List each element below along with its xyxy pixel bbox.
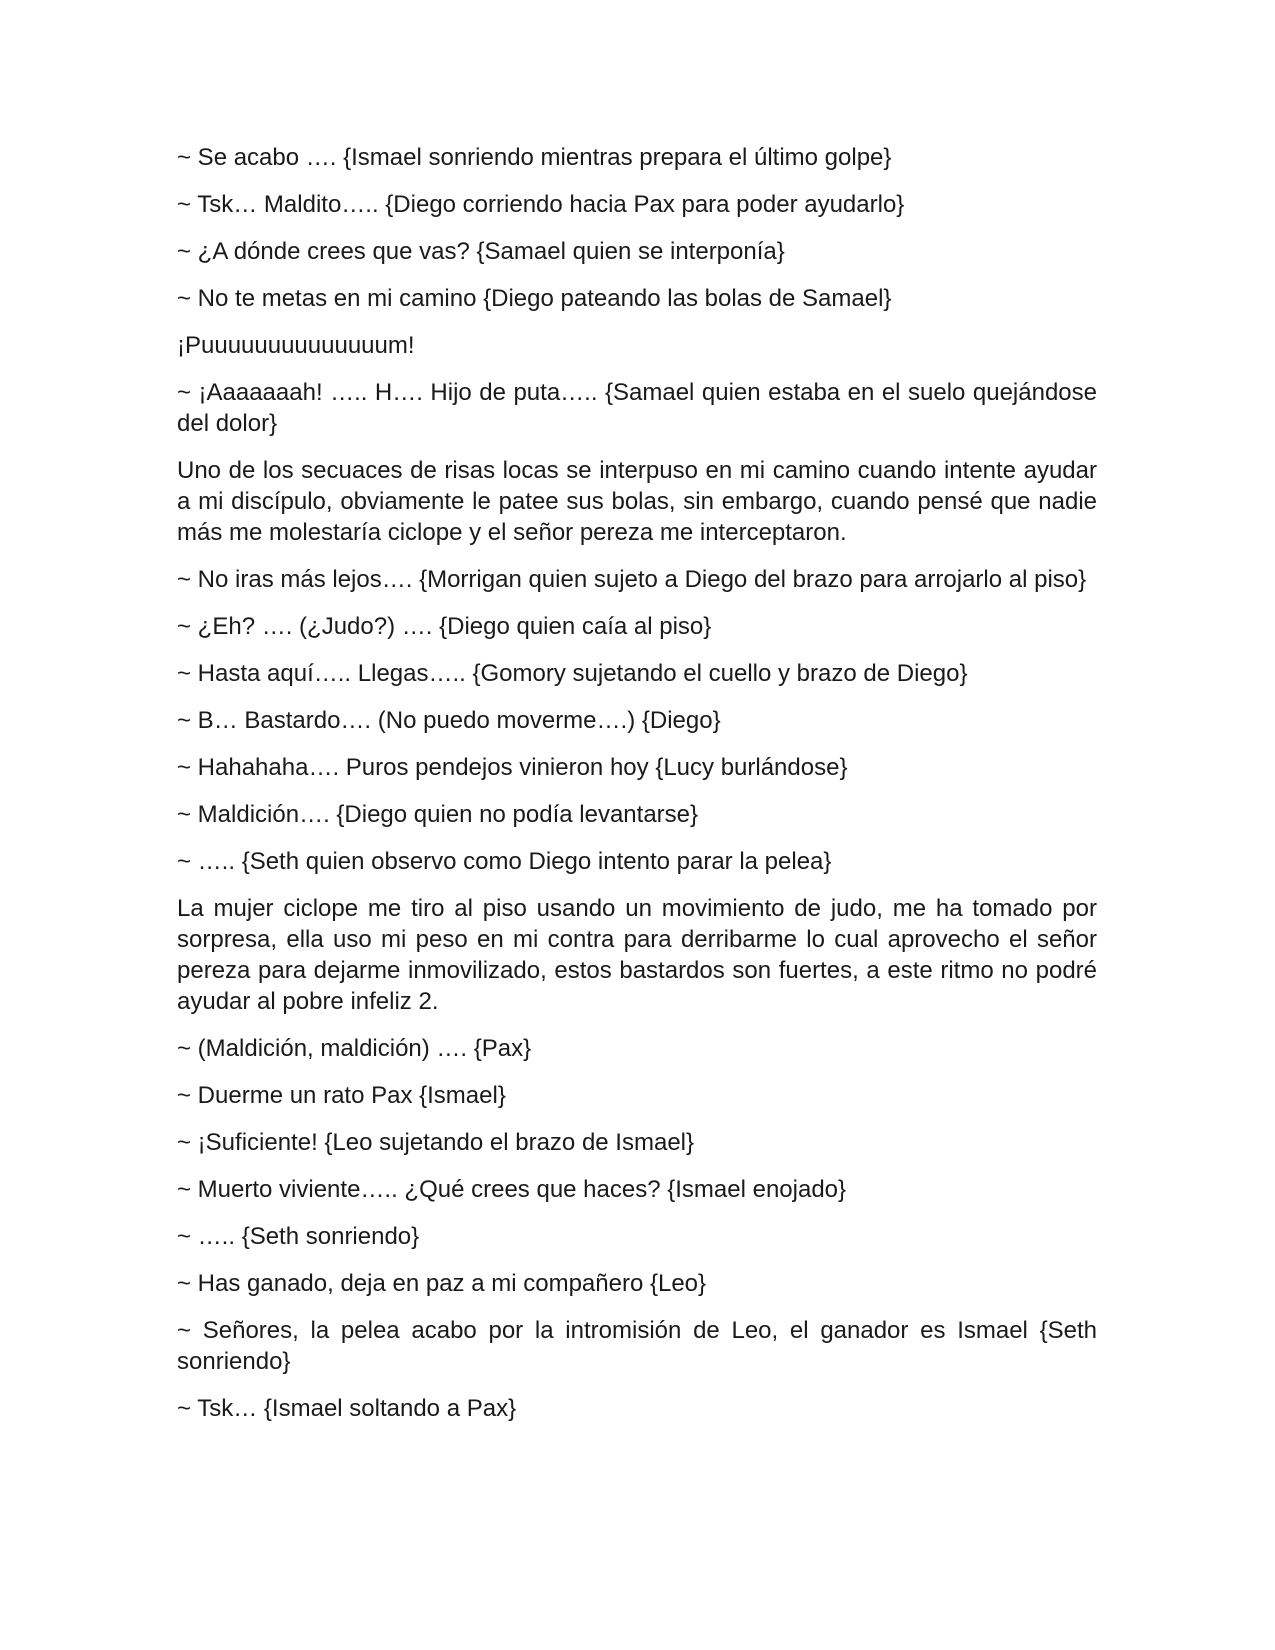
dialogue-line: ~ Maldición…. {Diego quien no podía levantarse} [177, 801, 699, 828]
dialogue-line: ~ Tsk… Maldito….. {Diego corriendo hacia Pax para poder ayudarlo} [177, 191, 905, 218]
dialogue-line: ~ Duerme un rato Pax {Ismael} [177, 1082, 506, 1109]
dialogue-line: ~ B… Bastardo…. (No puedo moverme….) {Diego} [177, 707, 721, 734]
document-page [177, 142, 1097, 1440]
narration-paragraph: Uno de los secuaces de risas locas se interpuso en mi camino cuando intente ayudar a mi discípulo, obviamente le patee sus bolas, sin embargo, cuando pensé que nadie más me molestaría ciclope y el señor pereza me interceptaron. [177, 457, 1097, 546]
dialogue-line: ~ No iras más lejos…. {Morrigan quien sujeto a Diego del brazo para arrojarlo al piso} [177, 566, 1087, 593]
dialogue-line: ~ No te metas en mi camino {Diego pateando las bolas de Samael} [177, 285, 892, 312]
dialogue-line: ~ ¡Aaaaaaah! ….. H…. Hijo de puta….. {Samael quien estaba en el suelo quejándose del dolor} [177, 379, 1097, 437]
dialogue-line: ~ ….. {Seth quien observo como Diego intento parar la pelea} [177, 848, 832, 875]
dialogue-line: ~ Hahahaha…. Puros pendejos vinieron hoy {Lucy burlándose} [177, 754, 848, 781]
dialogue-line: ~ Tsk… {Ismael soltando a Pax} [177, 1395, 517, 1422]
dialogue-line: ~ ¿A dónde crees que vas? {Samael quien se interponía} [177, 238, 785, 265]
dialogue-line: ~ ….. {Seth sonriendo} [177, 1223, 420, 1250]
dialogue-line: ~ ¡Suficiente! {Leo sujetando el brazo de Ismael} [177, 1129, 695, 1156]
dialogue-line: ~ (Maldición, maldición) …. {Pax} [177, 1035, 532, 1062]
sound-effect-line: ¡Puuuuuuuuuuuuuum! [177, 332, 415, 359]
dialogue-line: ~ Has ganado, deja en paz a mi compañero {Leo} [177, 1270, 707, 1297]
dialogue-line: ~ Muerto viviente….. ¿Qué crees que haces? {Ismael enojado} [177, 1176, 847, 1203]
dialogue-line: ~ ¿Eh? …. (¿Judo?) …. {Diego quien caía al piso} [177, 613, 712, 640]
dialogue-line: ~ Señores, la pelea acabo por la intromisión de Leo, el ganador es Ismael {Seth sonriendo} [177, 1317, 1097, 1375]
dialogue-line: ~ Se acabo …. {Ismael sonriendo mientras prepara el último golpe} [177, 144, 892, 171]
narration-paragraph: La mujer ciclope me tiro al piso usando un movimiento de judo, me ha tomado por sorpresa, ella uso mi peso en mi contra para derribarme lo cual aprovecho el señor pereza para dejarme inmovilizado, estos bastardos son fuertes, a este ritmo no podré ayudar al pobre infeliz 2. [177, 895, 1097, 1015]
dialogue-line: ~ Hasta aquí….. Llegas….. {Gomory sujetando el cuello y brazo de Diego} [177, 660, 968, 687]
